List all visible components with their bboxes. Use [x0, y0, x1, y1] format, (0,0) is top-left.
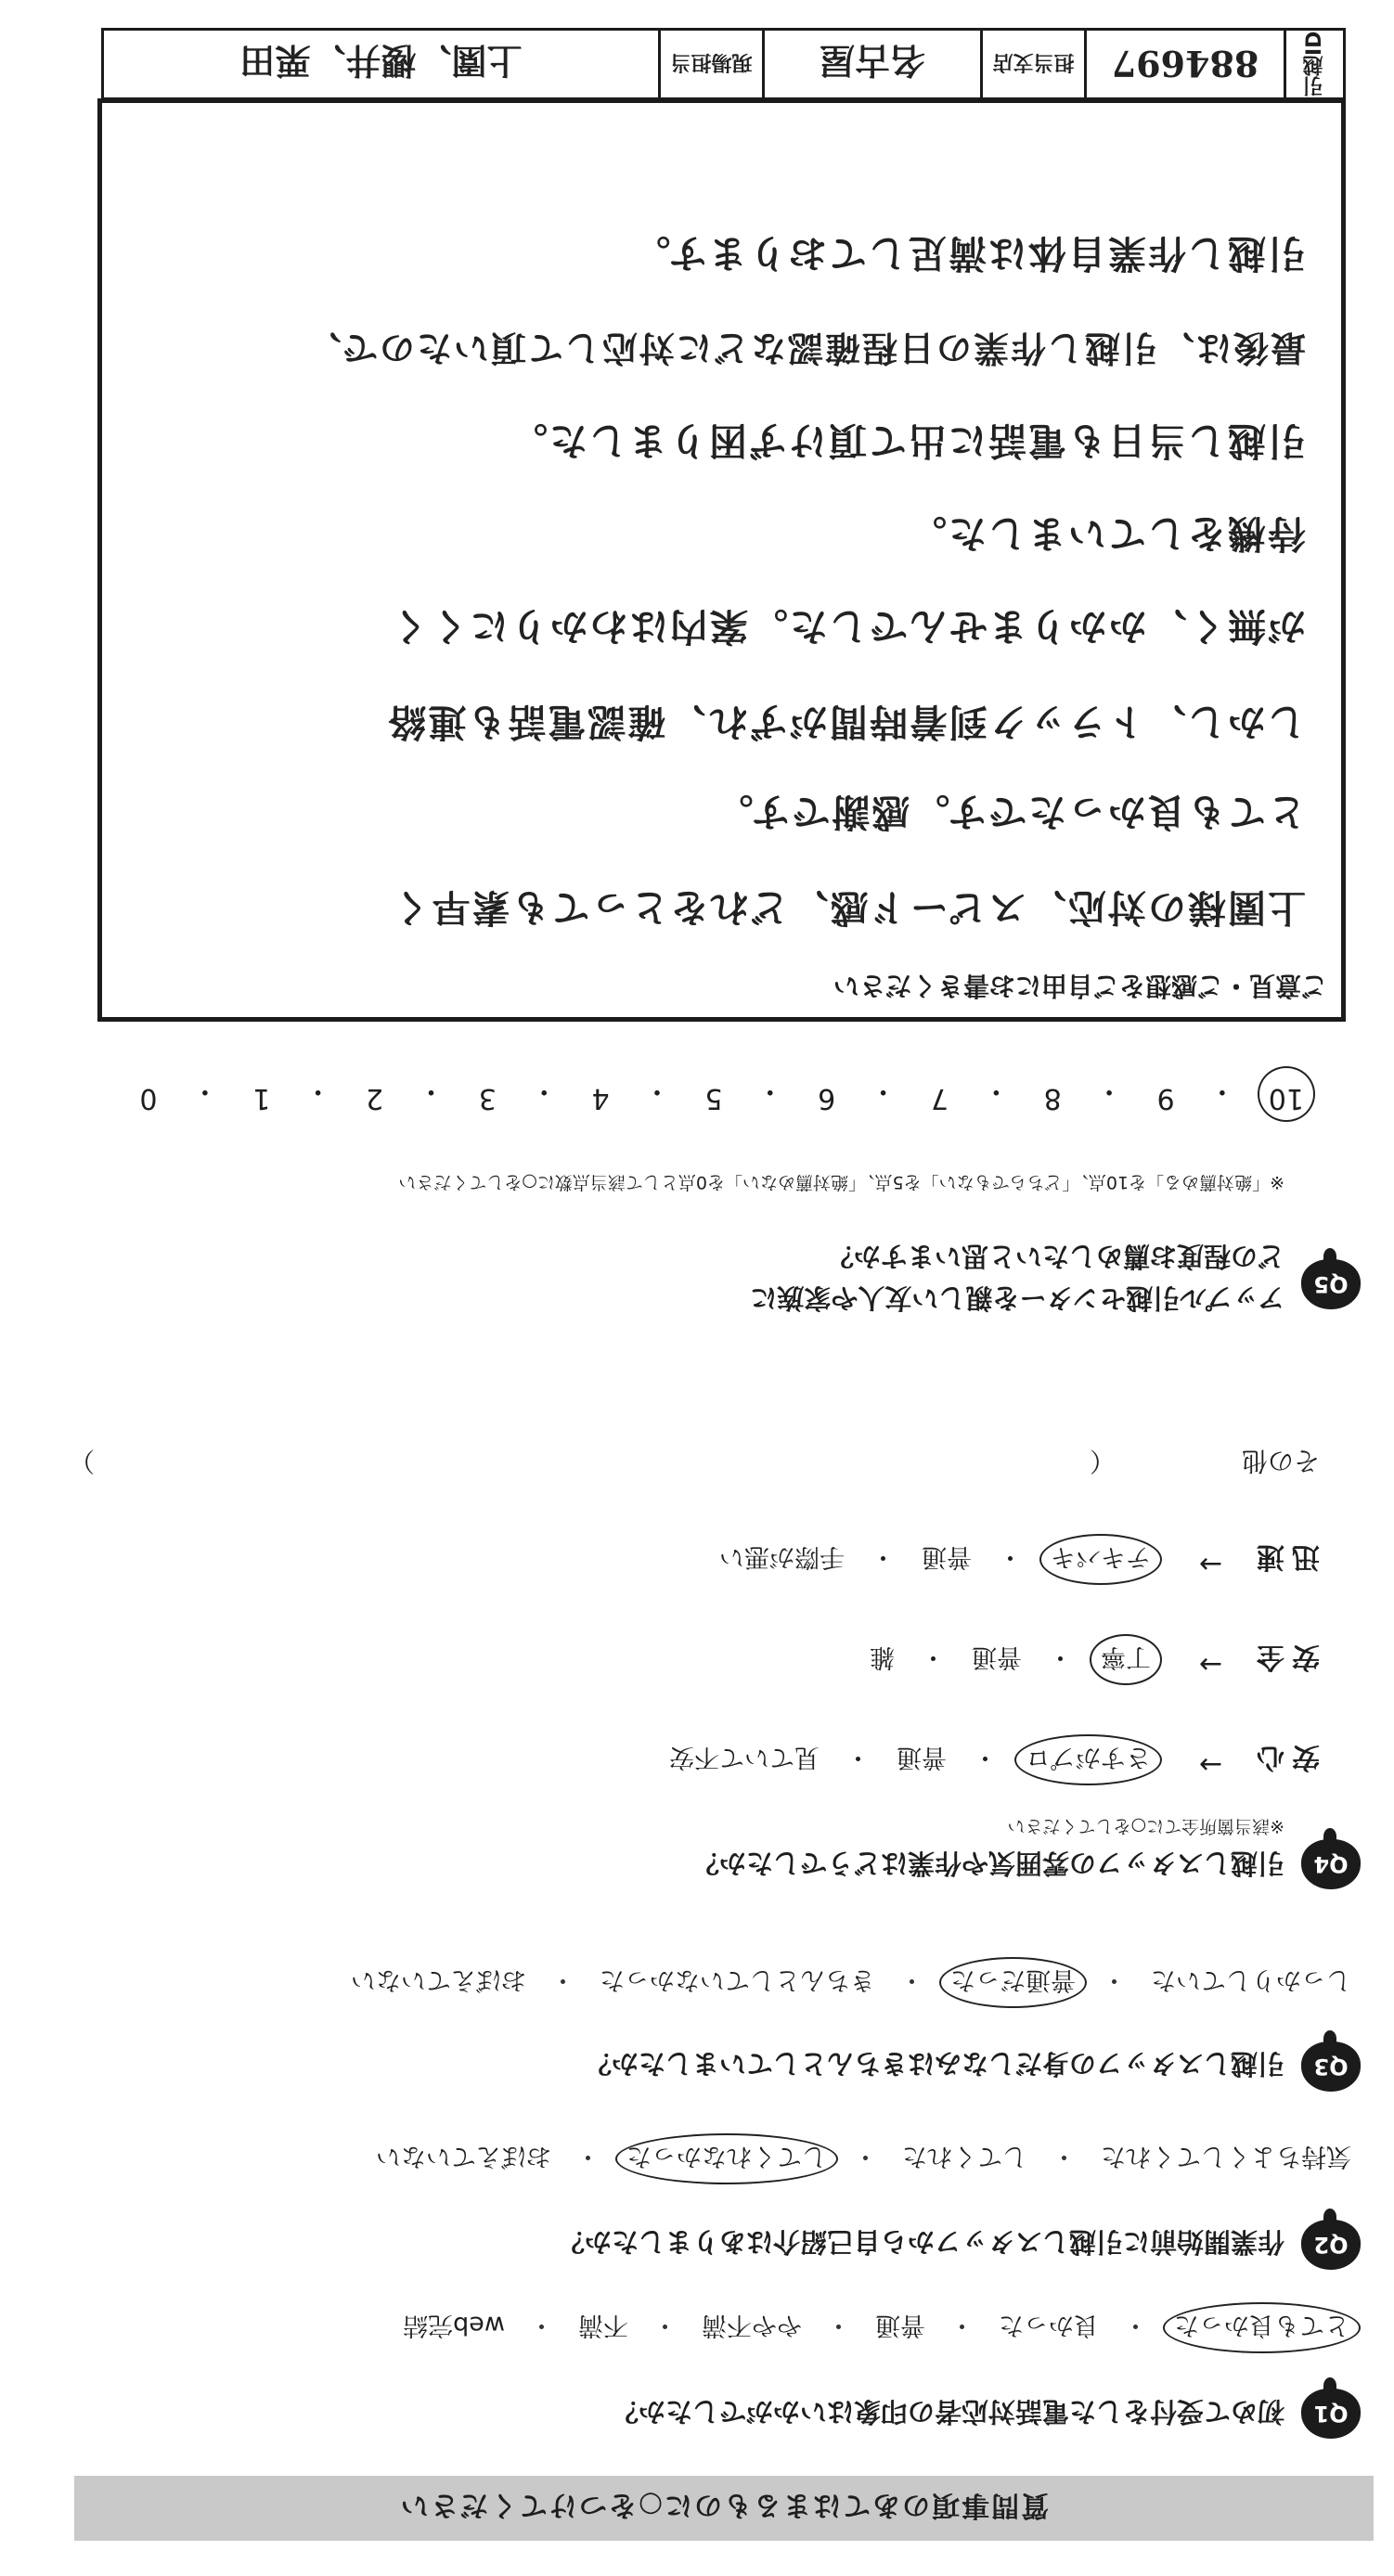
q4-anzen-option-normal[interactable]: 普通 — [972, 1642, 1022, 1671]
q3-option-neat[interactable]: しっかりしていた — [1151, 1965, 1351, 1994]
q4-jinsoku-option-quick[interactable]: テキパキ — [1039, 1534, 1162, 1585]
q4-label-jinsoku: 迅速 — [1249, 1540, 1320, 1573]
branch-value: 名古屋 — [820, 40, 926, 83]
q4-anzen-option-rough[interactable]: 雑 — [870, 1642, 895, 1671]
q4-badge: Q4 — [1301, 1839, 1361, 1889]
q2-option-dont-remember[interactable]: おぼえていない — [376, 2142, 551, 2170]
q3-option-not-neat[interactable]: きちんとしていなかった — [600, 1965, 875, 1994]
q3-question: 引越しスタッフの身だしなみはきちんとしていましたか？ — [584, 2048, 1284, 2080]
id-label-cell — [1284, 31, 1343, 97]
q4-anshin-option-anxious[interactable]: 見ていて不安 — [669, 1743, 820, 1771]
staff-value-cell[interactable] — [104, 31, 658, 97]
q4-other-open: （ — [1089, 1446, 1116, 1476]
info-table — [101, 28, 1346, 100]
q5-badge: Q5 — [1301, 1259, 1361, 1309]
scale-10[interactable]: 10 — [1258, 1066, 1315, 1122]
staff-label-cell — [658, 31, 762, 97]
comments-title: ご意見・ご感想をご自由にお書きください — [833, 971, 1327, 1001]
q1-option-very-good[interactable]: とても良かった — [1163, 2302, 1361, 2353]
q4-options-jinsoku: テキパキ ・ 普通 ・ 手際が悪い — [719, 1541, 1153, 1578]
scale-4[interactable]: 4 — [591, 1082, 610, 1114]
branch-value-cell[interactable] — [762, 31, 980, 97]
comment-line-2: とても良かったです。感謝です。 — [713, 790, 1306, 834]
scale-7[interactable]: 7 — [930, 1082, 949, 1114]
q1-options: とても良かった ・ 良かった ・ 普通 ・ やや不満 ・ 不満 ・ web完結 — [403, 2310, 1351, 2346]
q4-anshin-option-pro[interactable]: さすがプロ — [1014, 1734, 1162, 1785]
q4-question: 引越しスタッフの雰囲気や作業はどうでしたか？ — [691, 1848, 1284, 1879]
q4-note: ※該当箇所全てに○をしてください — [1007, 1816, 1284, 1836]
q1-option-normal[interactable]: 普通 — [875, 2311, 925, 2339]
q5-note: ※「絶対薦める」を10点、「どちらでもない」を5点、「絶対薦めない」を0点として該当点数に○をしてください — [398, 1172, 1284, 1192]
comment-line-5: 待機をしていました。 — [907, 511, 1306, 556]
id-value-cell[interactable] — [1084, 31, 1284, 97]
comment-line-3: しかし、トラック到着時間がずれ、確認電話も連絡 — [386, 700, 1306, 744]
staff-label: 現場担当 — [670, 50, 753, 74]
q4-other-label: その他 — [1241, 1446, 1320, 1476]
scale-0[interactable]: 0 — [139, 1082, 158, 1114]
q1-option-somewhat-dissatisfied[interactable]: やや不満 — [702, 2311, 802, 2339]
q1-option-dissatisfied[interactable]: 不満 — [578, 2311, 628, 2339]
q1-question: 初めて受付をした電話対応者の印象はいかがでしたか？ — [611, 2396, 1284, 2428]
q2-option-did-not[interactable]: してくれなかった — [615, 2133, 838, 2184]
q4-jinsoku-option-clumsy[interactable]: 手際が悪い — [719, 1542, 845, 1571]
q4-arrow-anshin: → — [1198, 1748, 1222, 1781]
comment-line-1: 上園様の対応、スピード感、どれをとっても素早く — [390, 885, 1306, 930]
staff-value: 上園、櫻井、栗田 — [239, 40, 523, 83]
q4-jinsoku-option-normal[interactable]: 普通 — [922, 1542, 972, 1571]
q4-anshin-option-normal[interactable]: 普通 — [897, 1743, 947, 1771]
q5-question-line1: アップル引越センターを親しい友人や家族に — [750, 1282, 1284, 1314]
scale-1[interactable]: 1 — [252, 1082, 271, 1114]
q4-arrow-anzen: → — [1198, 1648, 1222, 1681]
branch-label-cell — [980, 31, 1084, 97]
comment-line-6: 引越し当日も電話に出て頂けず困りました。 — [508, 419, 1306, 463]
q4-anzen-option-careful[interactable]: 丁寧 — [1090, 1634, 1162, 1685]
id-label: 引越ID — [1303, 31, 1326, 97]
q2-option-very-pleasant[interactable]: 気持ちよくしてくれた — [1101, 2142, 1351, 2170]
q1-option-good[interactable]: 良かった — [999, 2311, 1099, 2339]
q4-arrow-jinsoku: → — [1198, 1548, 1222, 1580]
q2-badge: Q2 — [1301, 2220, 1361, 2270]
q4-options-anzen: 丁寧 ・ 普通 ・ 雑 — [870, 1642, 1153, 1678]
q4-other-close: ） — [68, 1446, 95, 1476]
q2-option-did[interactable]: してくれた — [902, 2142, 1027, 2170]
instruction-banner: 質問事項のあてはまるものに○をつけてください — [74, 2476, 1374, 2541]
q5-question-line2: どの程度お薦めしたいと思いますか？ — [826, 1241, 1284, 1272]
branch-label: 担当支店 — [992, 50, 1075, 74]
q1-badge: Q1 — [1301, 2389, 1361, 2439]
q3-option-normal[interactable]: 普通だった — [939, 1957, 1087, 2008]
q2-question: 作業開始前に引越しスタッフから自己紹介はありましたか？ — [557, 2226, 1284, 2258]
q2-options: 気持ちよくしてくれた ・ してくれた ・ してくれなかった ・ おぼえていない — [376, 2141, 1351, 2177]
q4-options-anshin: さすがプロ ・ 普通 ・ 見ていて不安 — [669, 1742, 1153, 1778]
q1-option-web[interactable]: web完結 — [403, 2311, 505, 2339]
comment-line-4: が無く、かかりませんでした。案内はわかりにくく — [388, 604, 1306, 649]
scale-2[interactable]: 2 — [366, 1082, 384, 1114]
scale-9[interactable]: 9 — [1156, 1082, 1175, 1114]
scale-5[interactable]: 5 — [704, 1082, 723, 1114]
q4-label-anshin: 安心 — [1249, 1741, 1320, 1773]
q3-options: しっかりしていた ・ 普通だった ・ きちんとしていなかった ・ おぼえていない — [351, 1964, 1351, 2001]
id-value: 884697 — [1111, 43, 1259, 85]
q3-badge: Q3 — [1301, 2041, 1361, 2092]
comment-line-8: 引越し作業自体は満足しております。 — [630, 231, 1306, 276]
scale-3[interactable]: 3 — [478, 1082, 497, 1114]
q4-label-anzen: 安全 — [1249, 1641, 1320, 1673]
q3-option-dont-remember[interactable]: おぼえていない — [351, 1965, 526, 1994]
comment-line-7: 最後は、引越し作業の日程確認などに対応して頂いたので、 — [303, 328, 1306, 369]
scale-6[interactable]: 6 — [818, 1082, 836, 1114]
scale-8[interactable]: 8 — [1043, 1082, 1062, 1114]
q5-scale: 10 ・ 9 ・ 8 ・ 7 ・ 6 ・ 5 ・ 4 ・ 3 ・ 2 ・ 1 ・ 0 — [136, 1074, 1306, 1114]
